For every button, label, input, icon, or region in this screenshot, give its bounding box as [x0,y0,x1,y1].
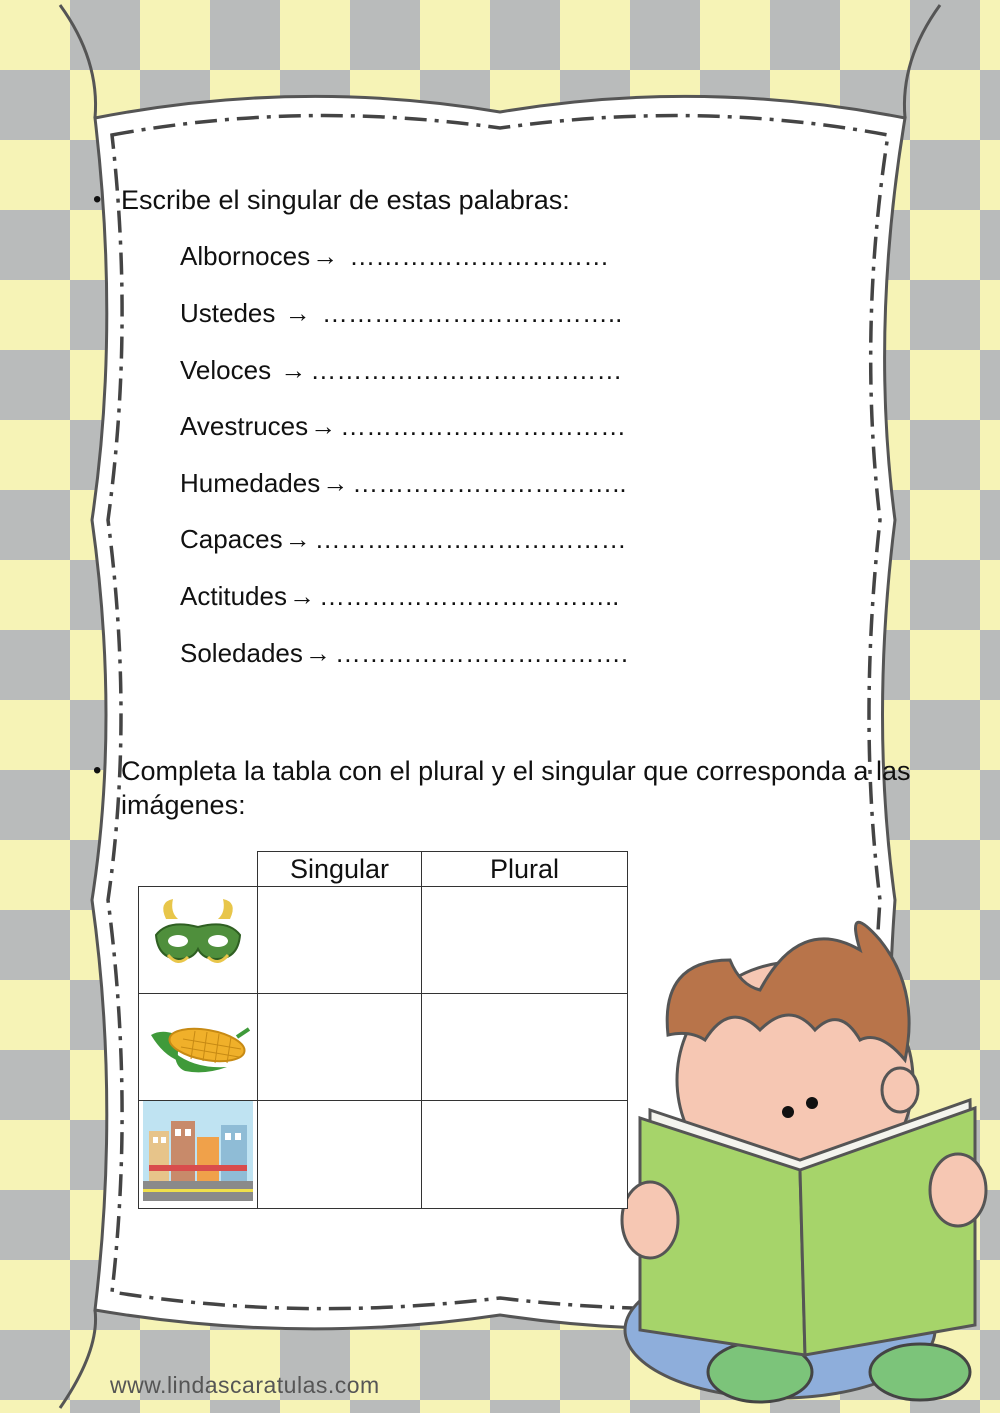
answer-blank[interactable]: ………………………… [342,241,610,271]
image-cell [139,994,258,1101]
word-text: Avestruces [180,411,309,441]
answer-cell-plural[interactable] [422,887,628,994]
word-item [180,411,626,442]
exercise2-instruction-text: Completa la tabla con el plural y el singular que corresponda a las imágenes: [121,756,911,820]
city-street-icon [143,1101,253,1201]
answer-blank[interactable]: ……………………………. [334,638,629,668]
answer-blank[interactable]: …………………………… [340,411,627,441]
word-text: Actitudes [180,581,287,611]
boy-ear [882,1068,918,1112]
arrow-right-icon: → [310,411,337,441]
table-row [139,1101,628,1209]
footer-website-url: www.lindascaratulas.com [110,1372,380,1398]
arrow-right-icon: → [304,638,331,668]
answer-cell-plural[interactable] [422,1101,628,1209]
arrow-right-icon: → [273,355,307,385]
table-corner [139,852,258,887]
table-row [139,887,628,994]
exercise2-instruction [93,754,941,822]
singular-plural-table [138,851,628,1209]
frame-curl [904,5,940,118]
answer-blank[interactable]: …………………………….. [314,298,623,328]
table-header-row [139,852,628,887]
answer-blank[interactable]: ……………………………… [314,524,627,554]
carnival-mask-icon [148,897,248,977]
arrow-right-icon: → [322,468,349,498]
table-row [139,994,628,1101]
word-item [180,241,609,272]
arrow-right-icon: → [284,524,311,554]
answer-cell-singular[interactable] [258,994,422,1101]
word-text: Soledades [180,638,303,668]
arrow-right-icon: → [288,581,315,611]
answer-blank[interactable]: ………………………….. [352,468,627,498]
answer-cell-singular[interactable] [258,1101,422,1209]
image-cell [139,887,258,994]
frame-curl [60,5,96,118]
word-text: Capaces [180,524,283,554]
corn-cob-icon [145,1009,251,1079]
boy-eye [782,1106,794,1118]
boy-shoe [870,1344,970,1400]
word-text: Albornoces [180,241,311,271]
arrow-right-icon: → [277,298,311,328]
answer-cell-plural[interactable] [422,994,628,1101]
word-item [180,581,619,612]
word-text: Ustedes [180,298,276,328]
boy-hand [622,1182,678,1258]
column-header-singular: Singular [258,852,422,887]
word-item [180,524,627,555]
exercise1-instruction-text: Escribe el singular de estas palabras: [121,185,570,215]
word-text: Humedades [180,468,321,498]
word-text: Veloces [180,355,272,385]
column-header-plural: Plural [422,852,628,887]
word-item [180,638,628,669]
answer-cell-singular[interactable] [258,887,422,994]
answer-blank[interactable]: ……………………………… [310,355,623,385]
image-cell [139,1101,258,1209]
boy-reading-illustration [622,922,986,1402]
bullet-icon: • [93,186,102,213]
answer-blank[interactable]: …………………………….. [318,581,620,611]
boy-eye [806,1097,818,1109]
word-item [180,355,622,386]
arrow-right-icon: → [312,241,339,271]
frame-curl [60,1310,96,1408]
bullet-icon: • [93,757,102,784]
boy-hand [930,1154,986,1226]
word-item [180,468,627,499]
word-item [180,298,622,329]
exercise1-instruction [93,183,881,217]
